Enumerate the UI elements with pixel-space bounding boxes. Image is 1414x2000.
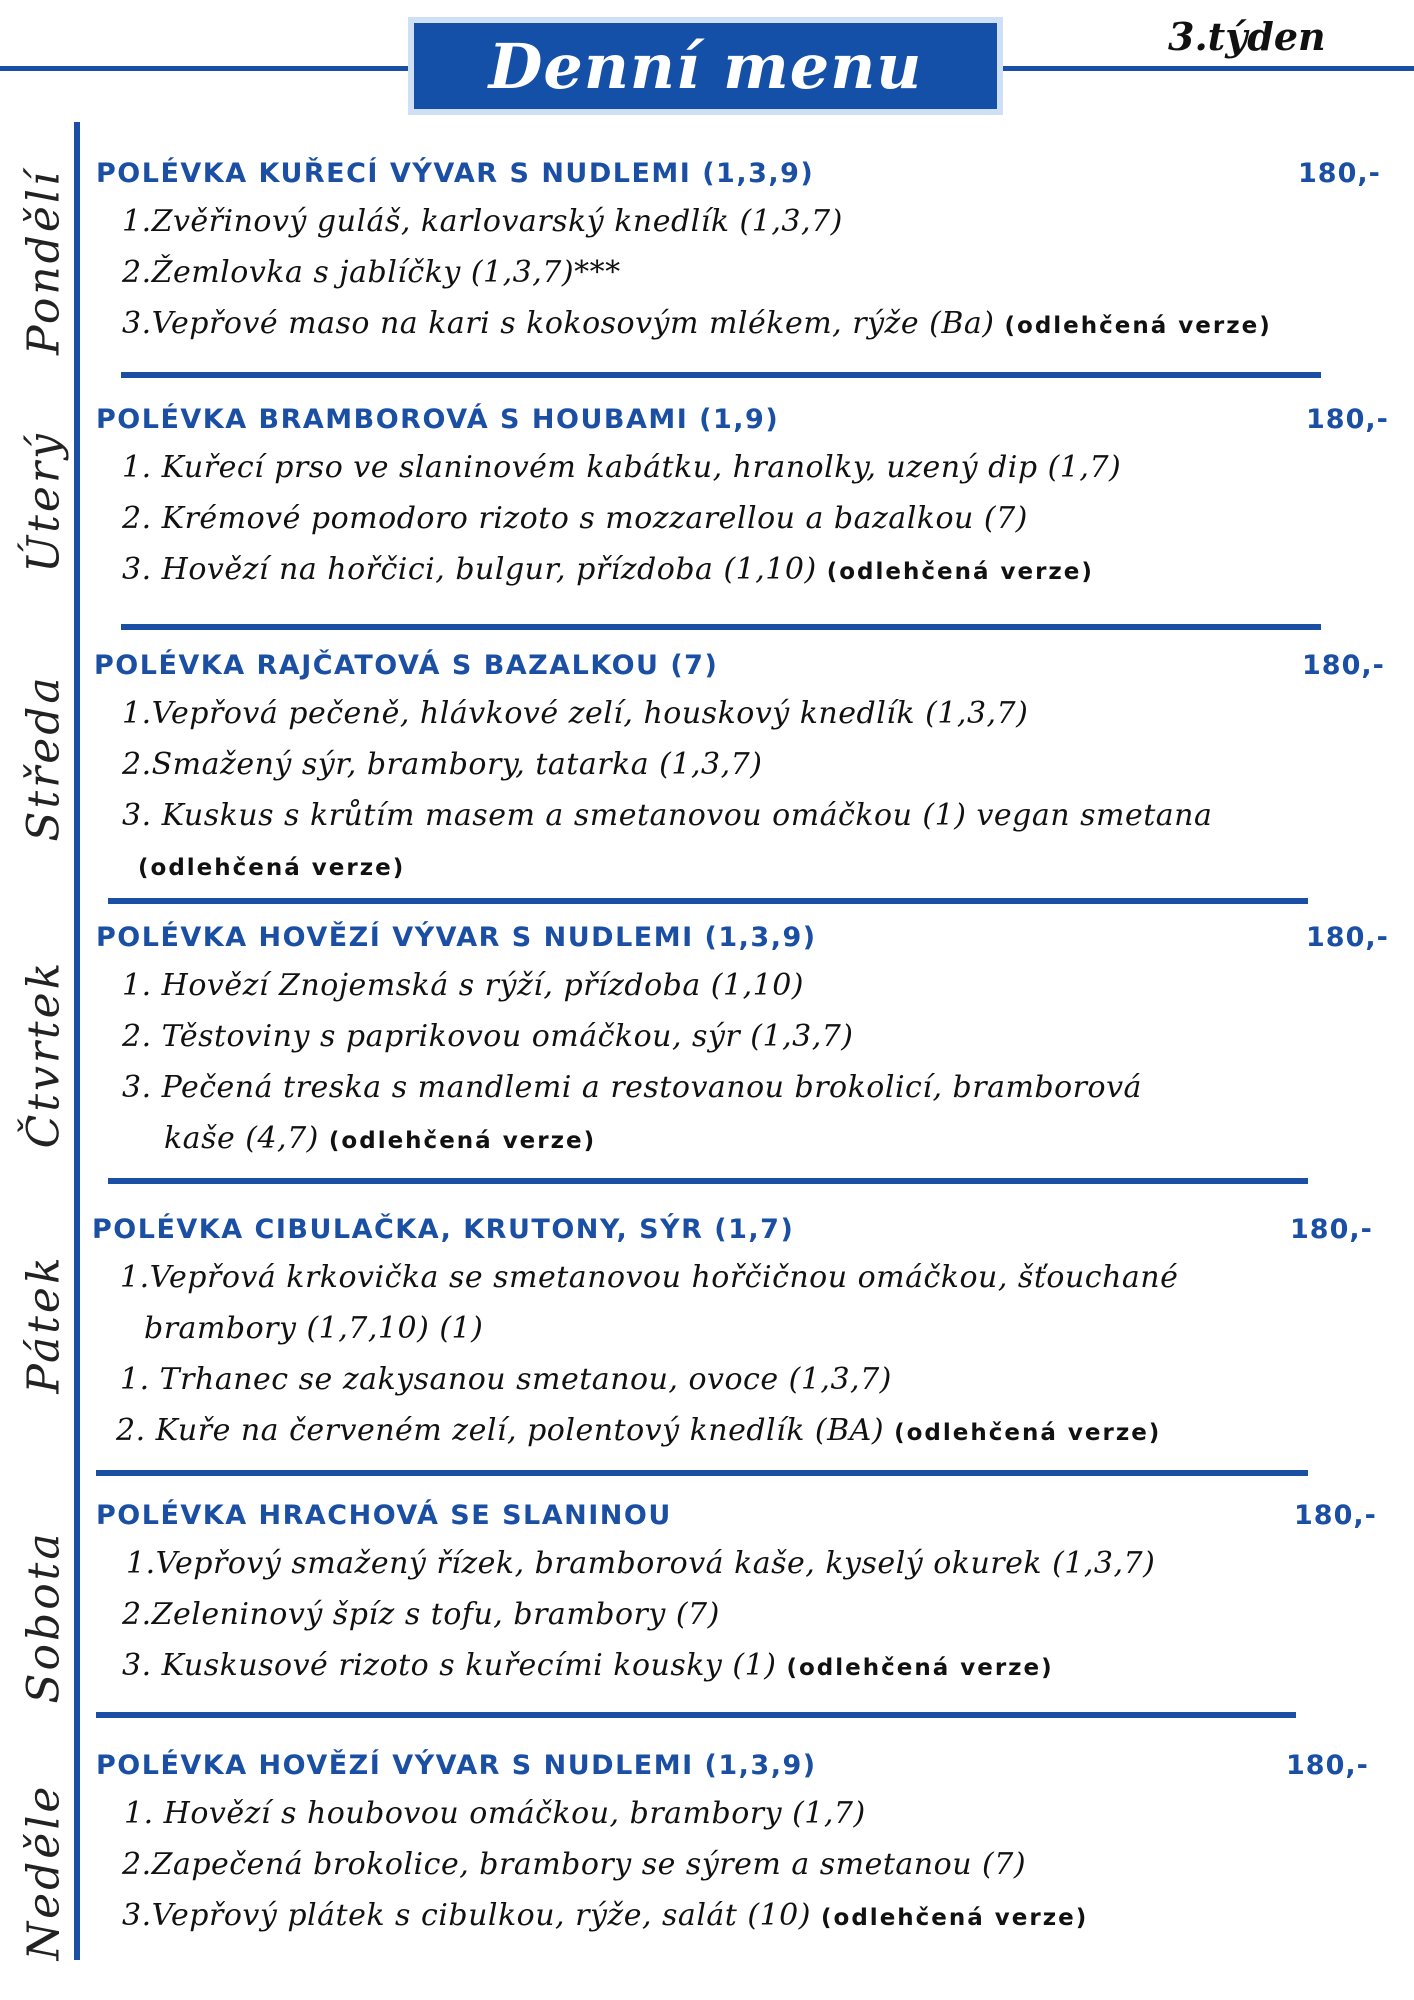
light-version-label: (odlehčená verze) [328, 1128, 597, 1154]
price-thursday: 180,- [1306, 922, 1389, 953]
light-version-label: (odlehčená verze) [786, 1655, 1054, 1681]
section-divider [96, 1712, 1296, 1718]
light-version-label: (odlehčená verze) [826, 559, 1094, 585]
page-title: Denní menu [488, 29, 923, 103]
menu-item: 1.Vepřový smažený řízek, bramborová kaše, kyselý okurek (1,3,7) [126, 1546, 1156, 1581]
menu-item: 1. Hovězí s houbovou omáčkou, brambory (1,7) [124, 1796, 866, 1831]
light-version-label: (odlehčená verze) [894, 1420, 1162, 1446]
soup-monday: POLÉVKA KUŘECÍ VÝVAR S NUDLEMI (1,3,9) [96, 158, 815, 189]
menu-item: kaše (4,7) (odlehčená verze) [164, 1121, 597, 1156]
price-wednesday: 180,- [1302, 650, 1385, 681]
light-version-label: (odlehčená verze) [1004, 313, 1272, 339]
menu-item: 3. Kuskus s krůtím masem a smetanovou omáčkou (1) vegan smetana [122, 798, 1213, 833]
section-divider [96, 1470, 1308, 1476]
menu-item: 1. Hovězí Znojemská s rýží, přízdoba (1,10) [122, 968, 804, 1003]
section-divider [108, 898, 1308, 904]
menu-item: 3.Vepřový plátek s cibulkou, rýže, salát (10) (odlehčená verze) [122, 1898, 1089, 1933]
left-vertical-rule [74, 122, 80, 1960]
menu-item [138, 848, 405, 883]
menu-item: 3. Hovězí na hořčici, bulgur, přízdoba (1,10) (odlehčená verze) [122, 552, 1094, 587]
menu-item: 1.Vepřová krkovička se smetanovou hořčičnou omáčkou, šťouchané [120, 1260, 1179, 1295]
soup-wednesday: POLÉVKA RAJČATOVÁ S BAZALKOU (7) [94, 650, 719, 681]
section-divider [121, 372, 1321, 378]
soup-tuesday: POLÉVKA BRAMBOROVÁ S HOUBAMI (1,9) [96, 404, 780, 435]
menu-item: 1. Kuřecí prso ve slaninovém kabátku, hranolky, uzený dip (1,7) [122, 450, 1122, 485]
price-saturday: 180,- [1294, 1500, 1377, 1531]
soup-friday: POLÉVKA CIBULAČKA, KRUTONY, SÝR (1,7) [92, 1214, 795, 1245]
menu-item: 3.Vepřové maso na kari s kokosovým mlékem, rýže (Ba) (odlehčená verze) [122, 306, 1272, 341]
menu-item: 2.Zeleninový špíz s tofu, brambory (7) [122, 1597, 720, 1632]
menu-item: brambory (1,7,10) (1) [144, 1311, 484, 1346]
menu-item: 2.Zapečená brokolice, brambory se sýrem a smetanou (7) [122, 1847, 1027, 1882]
menu-item: 2.Smažený sýr, brambory, tatarka (1,3,7) [122, 747, 763, 782]
price-tuesday: 180,- [1306, 404, 1389, 435]
section-divider [121, 624, 1321, 630]
section-divider [108, 1178, 1308, 1184]
menu-item: 3. Pečená treska s mandlemi a restovanou brokolicí, bramborová [122, 1070, 1142, 1105]
price-friday: 180,- [1290, 1214, 1373, 1245]
menu-item: 2. Krémové pomodoro rizoto s mozzarellou a bazalkou (7) [122, 501, 1028, 536]
soup-sunday: POLÉVKA HOVĚZÍ VÝVAR S NUDLEMI (1,3,9) [96, 1750, 817, 1781]
menu-item: 1.Zvěřinový guláš, karlovarský knedlík (1,3,7) [122, 204, 843, 239]
menu-item: 2. Kuře na červeném zelí, polentový knedlík (BA) (odlehčená verze) [116, 1413, 1162, 1448]
menu-item: 1.Vepřová pečeně, hlávkové zelí, houskový knedlík (1,3,7) [122, 696, 1029, 731]
price-monday: 180,- [1298, 158, 1381, 189]
light-version-label: (odlehčená verze) [821, 1905, 1089, 1931]
menu-item: 2. Těstoviny s paprikovou omáčkou, sýr (1,3,7) [122, 1019, 854, 1054]
menu-item: 2.Žemlovka s jablíčky (1,3,7)*** [122, 255, 621, 290]
soup-thursday: POLÉVKA HOVĚZÍ VÝVAR S NUDLEMI (1,3,9) [96, 922, 817, 953]
soup-saturday: POLÉVKA HRACHOVÁ SE SLANINOU [96, 1500, 672, 1531]
title-banner [408, 17, 1003, 115]
price-sunday: 180,- [1286, 1750, 1369, 1781]
menu-item: 1. Trhanec se zakysanou smetanou, ovoce (1,3,7) [120, 1362, 892, 1397]
week-label: 3.týden [1168, 14, 1326, 59]
light-version-label: (odlehčená verze) [138, 855, 406, 881]
menu-item: 3. Kuskusové rizoto s kuřecími kousky (1) (odlehčená verze) [122, 1648, 1054, 1683]
